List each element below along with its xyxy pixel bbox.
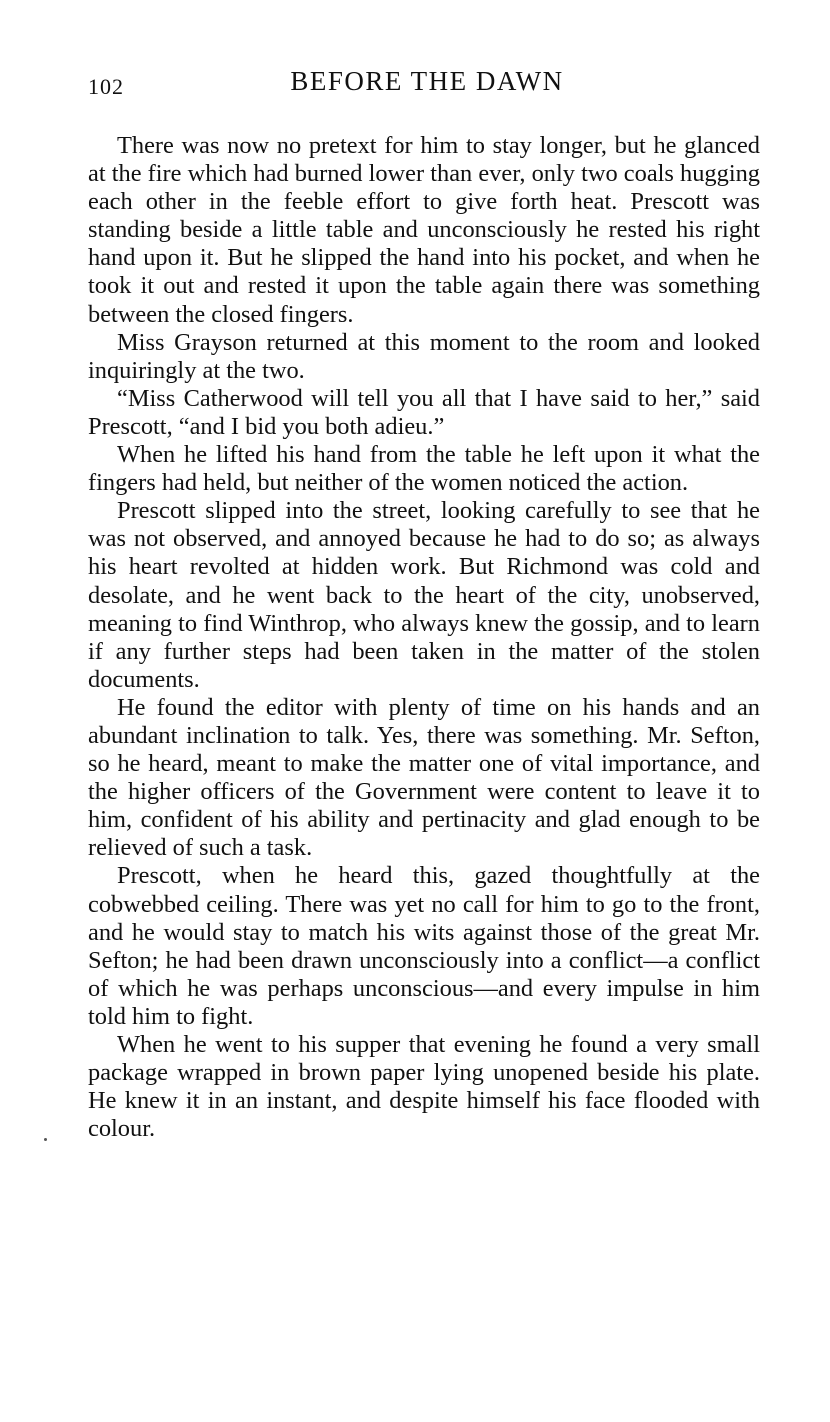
- running-title: BEFORE THE DAWN: [290, 66, 564, 96]
- paragraph: There was now no pretext for him to stay longer, but he glanced at the fire which had burned lower than ever, only two coals hugging each other in the feeble effort to give forth heat. Prescott was standing beside a little table and unconsciously he rested his right hand upon it. But he slipped the hand into his pocket, and when he took it out and rested it upon the table again there was something between the closed fingers.: [88, 132, 760, 328]
- paragraph: He found the editor with plenty of time on his hands and an abundant inclination to talk. Yes, there was something. Mr. Sefton, so he heard, meant to make the matter one of vital importance, and the higher officers of the Government were content to leave it to him, confident of his ability and pertinacity and glad enough to be relieved of such a task.: [88, 693, 760, 862]
- body-text: [88, 132, 760, 1143]
- paragraph: Prescott, when he heard this, gazed thoughtfully at the cobwebbed ceiling. There was yet no call for him to go to the front, and he would stay to match his wits against those of the great Mr. Sefton; he had been drawn unconsciously into a conflict—a conflict of which he was perhaps unconscious—and every impulse in him told him to fight.: [88, 862, 760, 1030]
- paragraph: Miss Grayson returned at this moment to the room and looked inquiringly at the two.: [88, 328, 760, 384]
- paragraph: “Miss Catherwood will tell you all that I have said to her,” said Prescott, “and I bid you both adieu.”: [88, 384, 760, 440]
- page-header: [88, 66, 760, 100]
- paragraph: Prescott slipped into the street, looking carefully to see that he was not observed, and annoyed because he had to do so; as always his heart revolted at hidden work. But Richmond was cold and desolate, and he went back to the heart of the city, unobserved, meaning to find Winthrop, who always knew the gossip, and to learn if any further steps had been taken in the matter of the stolen documents.: [88, 497, 760, 693]
- paragraph: When he lifted his hand from the table he left upon it what the fingers had held, but neither of the women noticed the action.: [88, 441, 760, 497]
- page-number: 102: [88, 74, 124, 99]
- paragraph: When he went to his supper that evening he found a very small package wrapped in brown paper lying unopened beside his plate. He knew it in an instant, and despite himself his face flooded with colour.: [88, 1031, 760, 1143]
- ink-speck: [44, 1138, 47, 1141]
